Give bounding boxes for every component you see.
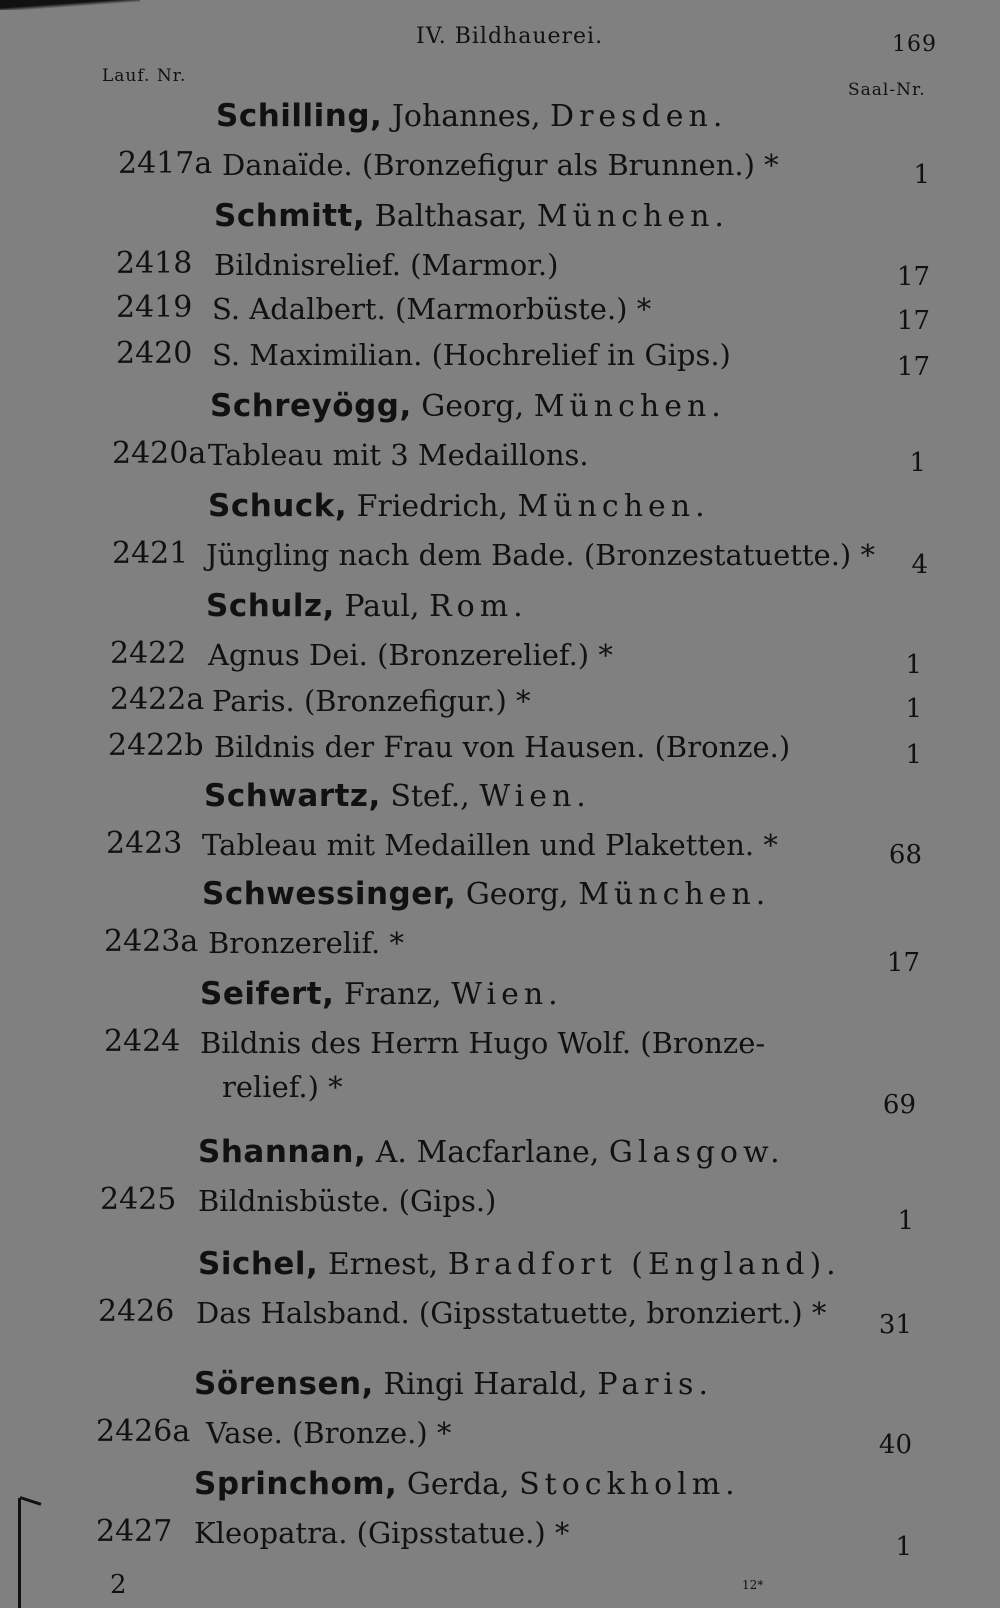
artist-first-name: Paul,	[344, 589, 420, 624]
artist-heading	[198, 1134, 785, 1170]
artist-first-name: Georg,	[421, 389, 525, 424]
work-title: Paris. (Bronzefigur.) *	[212, 684, 531, 718]
room-number: 31	[878, 1310, 912, 1340]
scan-edge	[0, 0, 140, 10]
work-title: Jüngling nach dem Bade. (Bronzestatuette.) *	[206, 538, 875, 572]
artist-first-name: Georg,	[465, 877, 569, 912]
work-title: Agnus Dei. (Bronzerelief.) *	[208, 638, 613, 672]
page-number: 169	[892, 32, 937, 57]
artist-first-name: Friedrich,	[356, 489, 508, 524]
page-title: IV. Bildhauerei.	[416, 24, 604, 49]
artist-name: Schmitt,	[214, 198, 366, 234]
artist-heading	[216, 98, 727, 134]
artist-first-name: Ernest,	[327, 1247, 439, 1282]
artist-heading	[204, 778, 591, 814]
work-title: Tableau mit 3 Medaillons.	[208, 438, 589, 472]
catalog-number: 2423	[106, 826, 183, 861]
artist-name: Sichel,	[198, 1246, 319, 1282]
work-title: Bildnisrelief. (Marmor.)	[214, 248, 559, 282]
room-number: 4	[911, 550, 928, 580]
artist-first-name: Gerda,	[406, 1467, 510, 1502]
artist-name: Shannan,	[198, 1134, 367, 1170]
work-title: S. Adalbert. (Marmorbüste.) *	[212, 292, 652, 326]
artist-name: Sörensen,	[194, 1366, 374, 1402]
artist-city: Wien.	[451, 977, 563, 1012]
artist-first-name: Balthasar,	[374, 199, 528, 234]
catalog-number: 2421	[112, 536, 189, 571]
artist-city: München.	[533, 389, 726, 424]
catalog-number: 2422b	[108, 728, 204, 763]
artist-city: Glasgow.	[608, 1135, 785, 1170]
artist-name: Schilling,	[216, 98, 383, 134]
column-label-saal: Saal-Nr.	[848, 80, 926, 100]
catalog-number: 2422a	[110, 682, 205, 717]
room-number: 69	[882, 1090, 916, 1120]
artist-heading	[214, 198, 729, 234]
artist-city: München.	[517, 489, 710, 524]
artist-first-name: Franz,	[343, 977, 442, 1012]
catalog-number: 2420a	[112, 436, 207, 471]
artist-heading	[198, 1246, 841, 1282]
catalog-number: 2426	[98, 1294, 175, 1329]
artist-heading	[206, 588, 528, 624]
room-number: 1	[897, 1206, 914, 1236]
artist-name: Schwessinger,	[202, 876, 457, 912]
work-title: Das Halsband. (Gipsstatuette, bronziert.) *	[196, 1296, 827, 1330]
room-number: 1	[913, 160, 930, 190]
artist-city: Paris.	[597, 1367, 713, 1402]
work-title: Bronzerelif. *	[208, 926, 404, 960]
room-number: 1	[909, 448, 926, 478]
artist-first-name: Ringi Harald,	[383, 1367, 588, 1402]
signature-mark: 2	[110, 1570, 127, 1600]
room-number: 1	[905, 694, 922, 724]
artist-city: Rom.	[429, 589, 528, 624]
artist-city: München.	[578, 877, 771, 912]
catalog-number: 2422	[110, 636, 187, 671]
artist-city: Wien.	[479, 779, 591, 814]
work-title: Bildnis des Herrn Hugo Wolf. (Bronze-	[200, 1026, 766, 1060]
column-label-lauf: Lauf. Nr.	[102, 66, 187, 86]
catalog-number: 2420	[116, 336, 193, 371]
artist-name: Schuck,	[208, 488, 348, 524]
artist-first-name: Stef.,	[390, 779, 470, 814]
artist-city: Bradfort (England).	[447, 1247, 841, 1282]
work-title-continued: relief.) *	[222, 1070, 343, 1104]
catalog-number: 2423a	[104, 924, 199, 959]
catalog-number: 2417a	[118, 146, 213, 181]
room-number: 17	[896, 262, 930, 292]
room-number: 1	[905, 650, 922, 680]
work-title: Kleopatra. (Gipsstatue.) *	[194, 1516, 570, 1550]
artist-name: Schulz,	[206, 588, 335, 624]
artist-name: Schreyögg,	[210, 388, 412, 424]
work-title: Danaïde. (Bronzefigur als Brunnen.) *	[222, 148, 779, 182]
artist-city: Dresden.	[550, 99, 728, 134]
artist-heading	[200, 976, 563, 1012]
artist-first-name: A. Macfarlane,	[375, 1135, 600, 1170]
artist-first-name: Johannes,	[391, 99, 541, 134]
artist-name: Schwartz,	[204, 778, 381, 814]
catalog-number: 2418	[116, 246, 193, 281]
artist-city: München.	[536, 199, 729, 234]
artist-heading	[194, 1366, 713, 1402]
margin-bracket-mark	[18, 1498, 21, 1608]
catalog-number: 2425	[100, 1182, 177, 1217]
room-number: 1	[905, 740, 922, 770]
work-title: S. Maximilian. (Hochrelief in Gips.)	[212, 338, 731, 372]
catalog-number: 2419	[116, 290, 193, 325]
room-number: 17	[896, 306, 930, 336]
work-title: Vase. (Bronze.) *	[206, 1416, 452, 1450]
artist-name: Seifert,	[200, 976, 335, 1012]
artist-name: Sprinchom,	[194, 1466, 398, 1502]
work-title: Tableau mit Medaillen und Plaketten. *	[202, 828, 778, 862]
margin-flag-mark	[20, 1496, 42, 1506]
sheet-mark: 12*	[742, 1578, 764, 1592]
artist-heading	[202, 876, 770, 912]
room-number: 40	[878, 1430, 912, 1460]
room-number: 17	[886, 948, 920, 978]
catalog-number: 2427	[96, 1514, 173, 1549]
artist-heading	[210, 388, 726, 424]
work-title: Bildnis der Frau von Hausen. (Bronze.)	[214, 730, 791, 764]
catalog-number: 2426a	[96, 1414, 191, 1449]
artist-heading	[208, 488, 710, 524]
work-title: Bildnisbüste. (Gips.)	[198, 1184, 497, 1218]
room-number: 17	[896, 352, 930, 382]
room-number: 68	[888, 840, 922, 870]
artist-city: Stockholm.	[519, 1467, 740, 1502]
room-number: 1	[895, 1532, 912, 1562]
catalog-number: 2424	[104, 1024, 181, 1059]
artist-heading	[194, 1466, 740, 1502]
